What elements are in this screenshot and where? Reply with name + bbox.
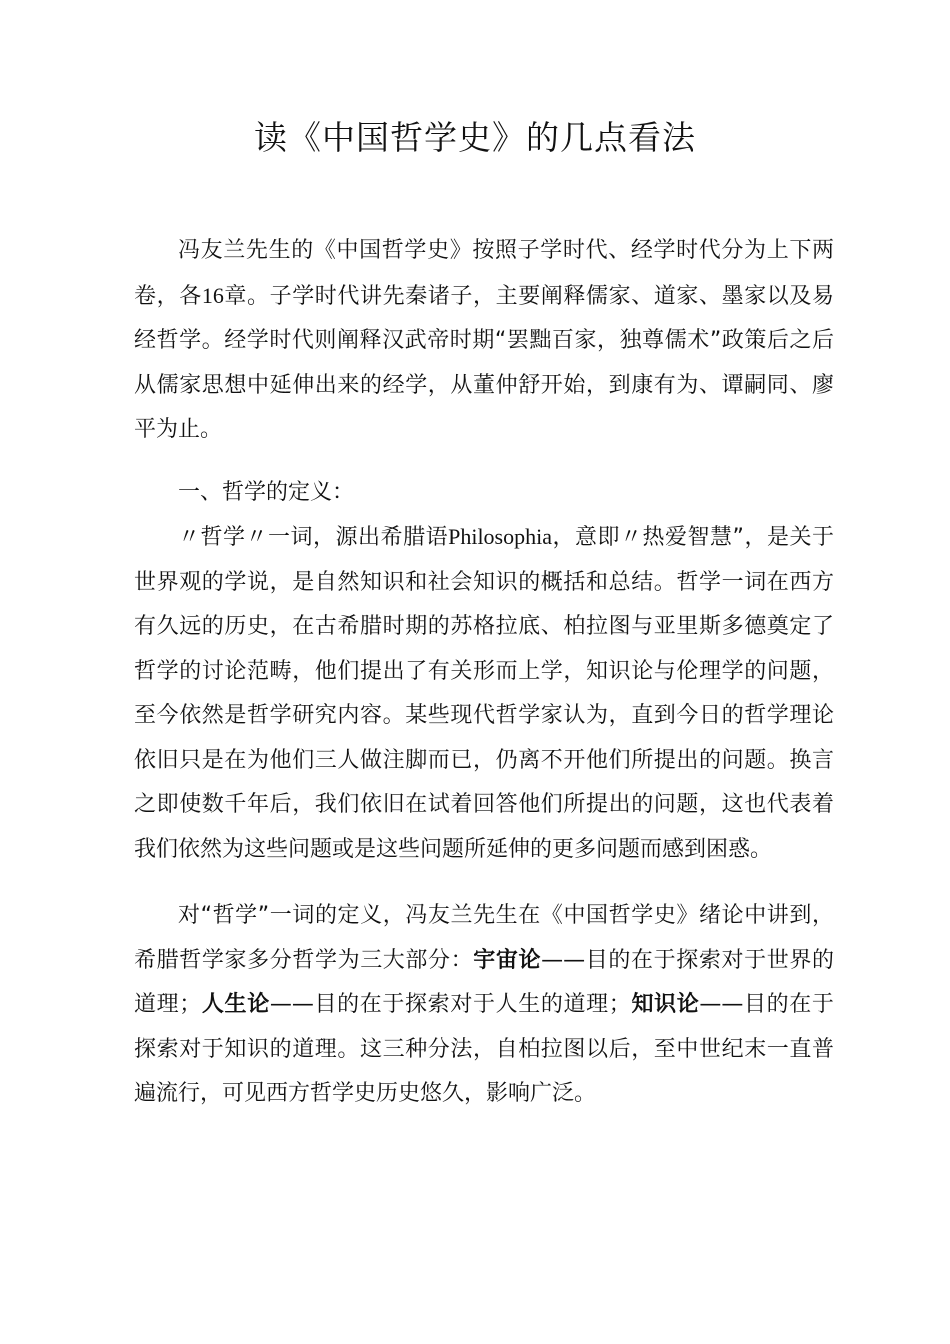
document-title: 读《中国哲学史》的几点看法 — [254, 118, 696, 157]
feng-text-1: 对“哲学”一词的定义，冯友兰先生在《中国哲学史》绪论中讲到，希腊哲学家多分哲学为三大部分： — [134, 903, 834, 973]
term-epistemology: 知识论 — [630, 992, 700, 1017]
intro-text-2: 章。子学时代讲先秦诸子，主要阐释儒家、道家、墨家以及易经哲学。经学时代则阐释汉武帝时期“罢黜百家，独尊儒术”政策后之后从儒家思想中延伸出来的经学，从董仲舒开始，到康有为、谭嗣同、廖平为止。 — [134, 283, 834, 442]
definition-text-2: ，意即〃热爱智慧”，是关于世界观的学说，是自然知识和社会知识的概括和总结。哲学一词在西方有久远的历史，在古希腊时期的苏格拉底、柏拉图与亚里斯多德奠定了哲学的讨论范畴，他们提出了有关形而上学，知识论与伦理学的问题，至今依然是哲学研究内容。某些现代哲学家认为，直到今日的哲学理论依旧只是在为他们三人做注脚而已，仍离不开他们所提出的问题。换言之即使数千年后，我们依旧在试着回答他们所提出的问题，这也代表着我们依然为这些问题或是这些问题所延伸的更多问题而感到困惑。 — [134, 525, 834, 862]
term-life-philosophy: 人生论 — [201, 992, 270, 1017]
feng-text-4: ——目的在于探索对于知识的道理。这三种分法，自柏拉图以后，至中世纪末一直普遍流行，可见西方哲学史历史悠久，影响广泛。 — [134, 992, 834, 1106]
definition-latin-term: Philosophia — [448, 524, 552, 549]
definition-paragraph — [134, 515, 834, 872]
section-heading: 一、哲学的定义： — [178, 479, 355, 505]
definition-text-1: 〃哲学〃一词，源出希腊语 — [178, 525, 449, 550]
feng-paragraph — [134, 894, 834, 1117]
intro-chapter-count: 16 — [201, 282, 224, 308]
term-cosmology: 宇宙论 — [473, 947, 542, 973]
feng-text-2: ——目的在于探索对于世界的道理； — [134, 947, 834, 1017]
intro-paragraph — [134, 229, 834, 453]
feng-text-3: ——目的在于探索对于人生的道理； — [269, 992, 631, 1017]
intro-text-1: 冯友兰先生的《中国哲学史》按照子学时代、经学时代分为上下两卷，各 — [134, 238, 834, 309]
document-body — [134, 229, 834, 1117]
